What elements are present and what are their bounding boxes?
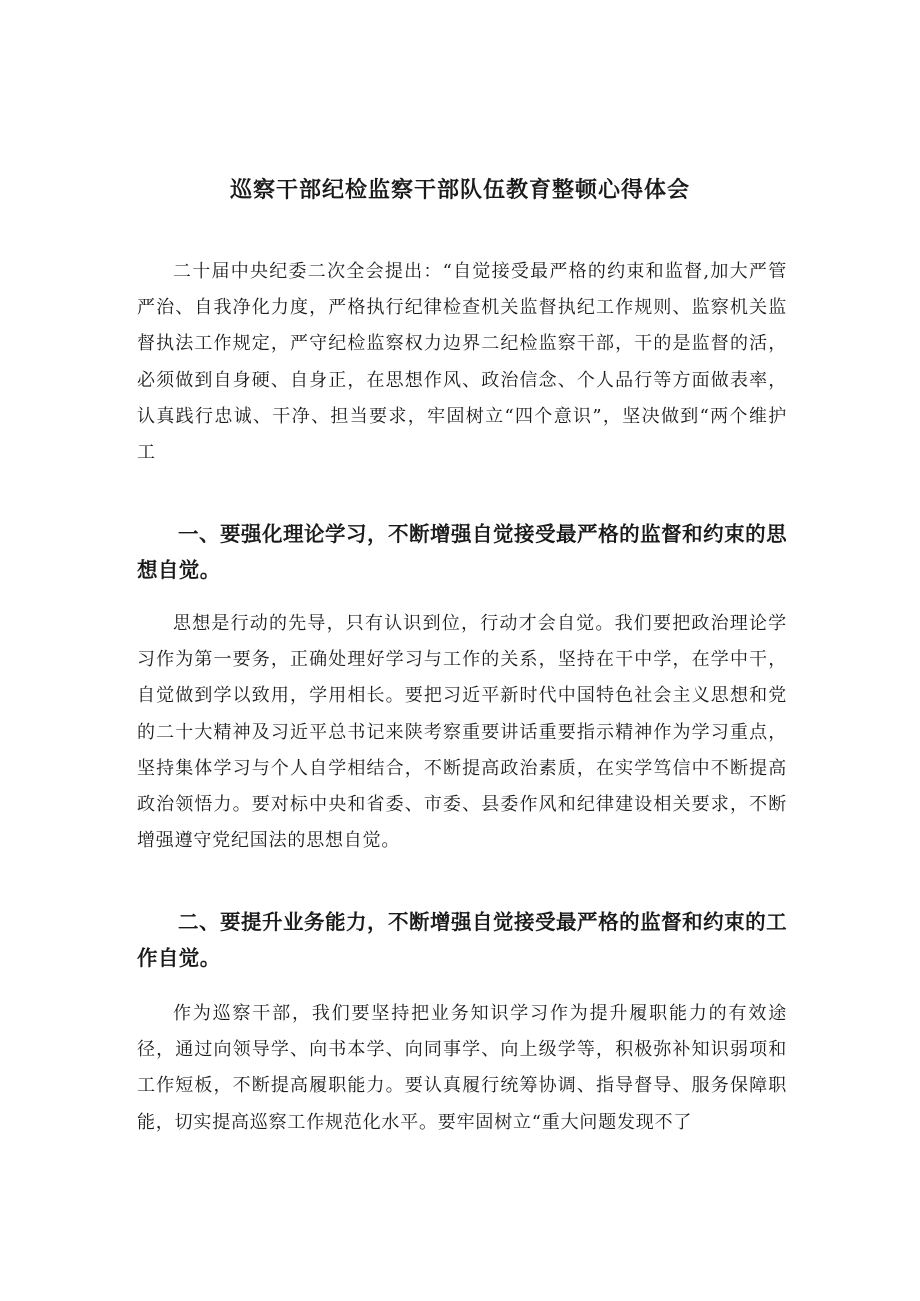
body-paragraph-section-1: 思想是行动的先导，只有认识到位，行动才会自觉。我们要把政治理论学习作为第一要务，正确处理好学习与工作的关系，坚持在干中学，在学中干，自觉做到学以致用，学用相长。要把习近平新时代中国特色社会主义思想和党的二十大精神及习近平总书记来陕考察重要讲话重要指示精神作为学习重点，坚持集体学习与个人自学相结合，不断提高政治素质，在实学笃信中不断提高政治领悟力。要对标中央和省委、市委、县委作风和纪律建设相关要求，不断增强遵守党纪国法的思想自觉。 [137,613,787,852]
body-paragraph-section-2: 作为巡察干部，我们要坚持把业务知识学习作为提升履职能力的有效途径，通过向领导学、向书本学、向同事学、向上级学等，积极弥补知识弱项和工作短板，不断提高履职能力。要认真履行统筹协调、指导督导、服务保障职能，切实提高巡察工作规范化水平。要牢固树立“重大问题发现不了 [137,1003,787,1133]
body-paragraph-intro: 二十届中央纪委二次全会提出：“自觉接受最严格的约束和监督,加大严管严治、自我净化力度，严格执行纪律检查机关监督执纪工作规则、监察机关监督执法工作规定，严守纪检监察权力边界二纪检监察干部，干的是监督的活，必须做到自身硬、自身正，在思想作风、政治信念、个人品行等方面做表率，认真践行忠诚、干净、担当要求，牢固树立“四个意识”，坚决做到“两个维护工 [137,261,787,464]
section-heading-1: 一、要强化理论学习，不断增强自觉接受最严格的监督和约束的思想自觉。 [137,522,787,582]
document-title: 巡察干部纪检监察干部队伍教育整顿心得体会 [229,177,690,203]
section-heading-2: 二、要提升业务能力，不断增强自觉接受最严格的监督和约束的工作自觉。 [137,910,787,970]
